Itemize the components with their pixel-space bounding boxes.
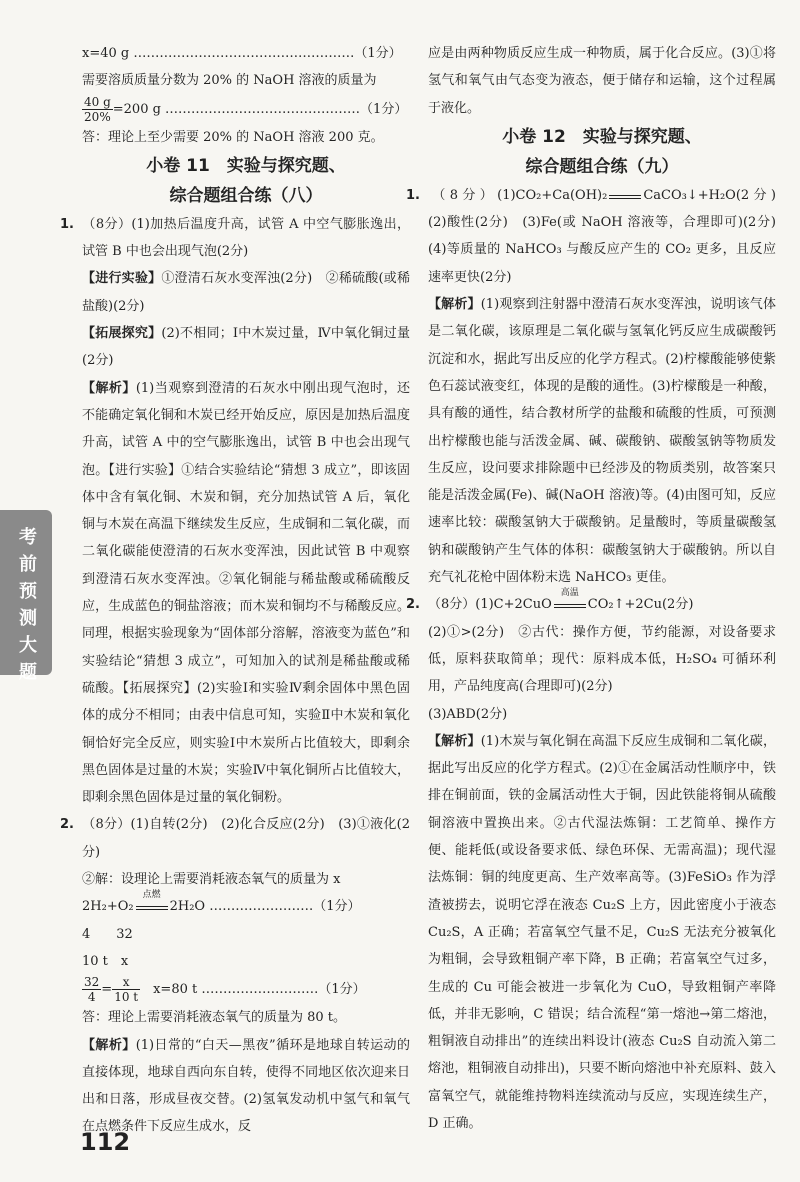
fraction-line: $\frac{40 g}{20\%}$ =200 g ………………………………………（1分）	[84, 94, 408, 124]
ratio-line-2: 10 t x	[82, 953, 129, 969]
fraction: $\frac{40 g}{20\%}$	[84, 94, 111, 124]
analysis-r2: 【解析】(1)木炭与氧化铜在高温下反应生成铜和二氧化碳，据此写出反应的化学方程式。(2)①在金属活动性顺序中，铁排在铜前面，铁的金属活动性大于铜，因此铁能将铜从硫酸铜溶液中置换出来。②古代湿法炼铜：工艺简单、操作方便、能耗低(或设备要求低、绿色环保、无需高温)；现代湿法炼铜：铜的纯度更高、生产效率高等。(3)FeSiO₃ 作为浮渣被捞去，说明它浮在液态 Cu₂S 上方，因此密度小于液态 Cu₂S，A 正确；若富氧空气量不足，Cu₂S 无法充分被氧化为粗铜，会导致粗铜产率下降，B 正确；若富氧空气过多，生成的 Cu 可能会被进一步氧化为 CuO，导致粗铜产率降低，并非无影响，C 错误；结合流程“第一熔池→第二熔池，粗铜液自动排出”的连续出料设计(液态 Cu₂S 自动流入第二熔池，粗铜液自动排出)，只要不断向熔池中补充原料、鼓入富氧空气，就能维持物料连续流动与反应，实现连续生产，D 正确。	[428, 733, 776, 1131]
analysis-2: 【解析】(1)日常的“白天—黑夜”循环是地球自转运动的直接体现，地球自西向东自转，使得不同地区依次迎来日出和日落，形成昼夜交替。(2)氢氧发动机中氢气和氧气在点燃条件下反应生成水，反	[82, 1037, 410, 1135]
answer-r2-part3: (3)ABD(2分)	[428, 706, 508, 722]
proportion-line: $\frac{32}{4}$ = $\frac{x}{10 t}$ x=80 t ………………………（1分）	[84, 975, 366, 1005]
section-heading-11: 小卷 11 实验与探究题、	[146, 155, 346, 176]
side-tab	[0, 510, 52, 683]
analysis-1: 【解析】(1)当观察到澄清的石灰水中刚出现气泡时，还不能确定氧化铜和木炭已经开始反应，原因是加热后温度升高，试管 A 中的空气膨胀逸出，试管 B 中也会出现气泡。【进行实验】①结合实验结论“猜想 3 成立”，即该固体中含有氧化铜、木炭和铜，充分加热试管 A 后，氧化铜与木炭在高温下继续发生反应，生成铜和二氧化碳，而二氧化碳能使澄清的石灰水变浑浊，因此试管 B 中观察到澄清石灰水变浑浊。②氧化铜能与稀盐酸或稀硫酸反应，生成蓝色的铜盐溶液；而木炭和铜均不与稀酸反应。同理，根据实验现象为“固体部分溶解，溶液变为蓝色”和实验结论“猜想 3 成立”，可知加入的试剂是稀盐酸或稀硫酸。【拓展探究】(2)实验Ⅰ和实验Ⅳ剩余固体中黑色固体的成分不相同；由表中信息可知，实验Ⅱ中木炭和氧化铜恰好完全反应，则实验Ⅰ中木炭所占比值较大，即剩余黑色固体是过量的木炭；实验Ⅳ中氧化铜所占比值较大，即剩余黑色固体是过量的氧化铜粉。	[82, 380, 410, 806]
section-subheading-12: 综合题组合练（九）	[525, 156, 679, 177]
question-r1: 1. （8分）(1)CO₂+Ca(OH)₂ CaCO₃↓+H₂O(2分) (2)酸性(2分) (3)Fe(或 NaOH 溶液等，合理即可)(2分) (4)等质量的 NaHCO₃ 与酸反应产生的 CO₂ 更多，且反应速率更快(2分)	[406, 187, 790, 285]
continued-text: 应是由两种物质反应生成一种物质，属于化合反应。(3)①将氢气和氧气由气态变为液态，便于储存和运输，这个过程属于液化。	[428, 46, 776, 116]
answer-2: 答：理论上需要消耗液态氧气的质量为 80 t。	[82, 1010, 347, 1026]
solution-line: ②解：设理论上需要消耗液态氧气的质量为 x	[82, 872, 341, 888]
fraction-b: $\frac{x}{10 t}$	[114, 975, 139, 1005]
experiment-answer: 【进行实验】①澄清石灰水变浑浊(2分) ②稀硫酸(或稀盐酸)(2分)	[82, 271, 410, 314]
intro-line-2: 需要溶质质量分数为 20% 的 NaOH 溶液的质量为	[82, 73, 377, 89]
equation-line: 2H₂+O₂ 点燃 2H₂O ……………………（1分）	[82, 890, 361, 915]
extension-answer: 【拓展探究】(2)不相同；Ⅰ中木炭过量，Ⅳ中氧化铜过量(2分)	[82, 326, 410, 369]
analysis-r1: 【解析】(1)观察到注射器中澄清石灰水变浑浊，说明该气体是二氧化碳，该原理是二氧化碳与氢氧化钙反应生成碳酸钙沉淀和水，据此写出反应的化学方程式。(2)柠檬酸能够使紫色石蕊试液变红，体现的是酸的通性。(3)柠檬酸是一种酸，具有酸的通性，结合教材所学的盐酸和硫酸的性质，可预测出柠檬酸也能与活泼金属、碱、碳酸钠、碳酸氢钠等物质发生反应，设问要求排除题中已经涉及的物质类别，故答案只能是活泼金属(Fe)、碱(NaOH 溶液)等。(4)由图可知，反应速率比较：碳酸氢钠大于碳酸钠。足量酸时，等质量碳酸氢钠和碳酸钠产生气体的体积：碳酸氢钠大于碳酸钠。所以自充气礼花枪中固体粉末选 NaHCO₃ 更佳。	[428, 297, 776, 586]
question-2: 2. （8分）(1)自转(2分) (2)化合反应(2分) (3)①液化(2分)	[60, 817, 410, 860]
right-column	[406, 40, 790, 1137]
side-tab-label: 考前预测大题	[19, 527, 37, 683]
fraction-a: $\frac{32}{4}$	[84, 975, 100, 1005]
question-r2: 2. （8分）(1)C+2CuO 高温 CO₂↑+2Cu(2分)	[406, 588, 694, 613]
reaction-equals	[607, 189, 643, 199]
ratio-line-1: 4 32	[82, 926, 133, 942]
intro-line-1: x=40 g ……………………………………………（1分）	[82, 46, 402, 61]
left-column	[60, 40, 410, 1141]
answer-line: 答：理论上至少需要 20% 的 NaOH 溶液 200 克。	[82, 129, 384, 145]
section-subheading-11: 综合题组合练（八）	[169, 185, 323, 206]
answer-r2-part2: (2)①>(2分) ②古代：操作方便，节约能源，对设备要求低，原料获取简单；现代：原料成本低，H₂SO₄ 可循环利用，产品纯度高(合理即可)(2分)	[428, 624, 776, 695]
reaction-arrow: 点燃	[134, 900, 170, 910]
reaction-arrow-2: 高温	[552, 598, 588, 608]
page-number: 112	[80, 1128, 131, 1156]
section-heading-12: 小卷 12 实验与探究题、	[502, 126, 702, 147]
question-1: 1. （8分）(1)加热后温度升高，试管 A 中空气膨胀逸出，试管 B 中也会出现气泡(2分)	[60, 216, 410, 260]
